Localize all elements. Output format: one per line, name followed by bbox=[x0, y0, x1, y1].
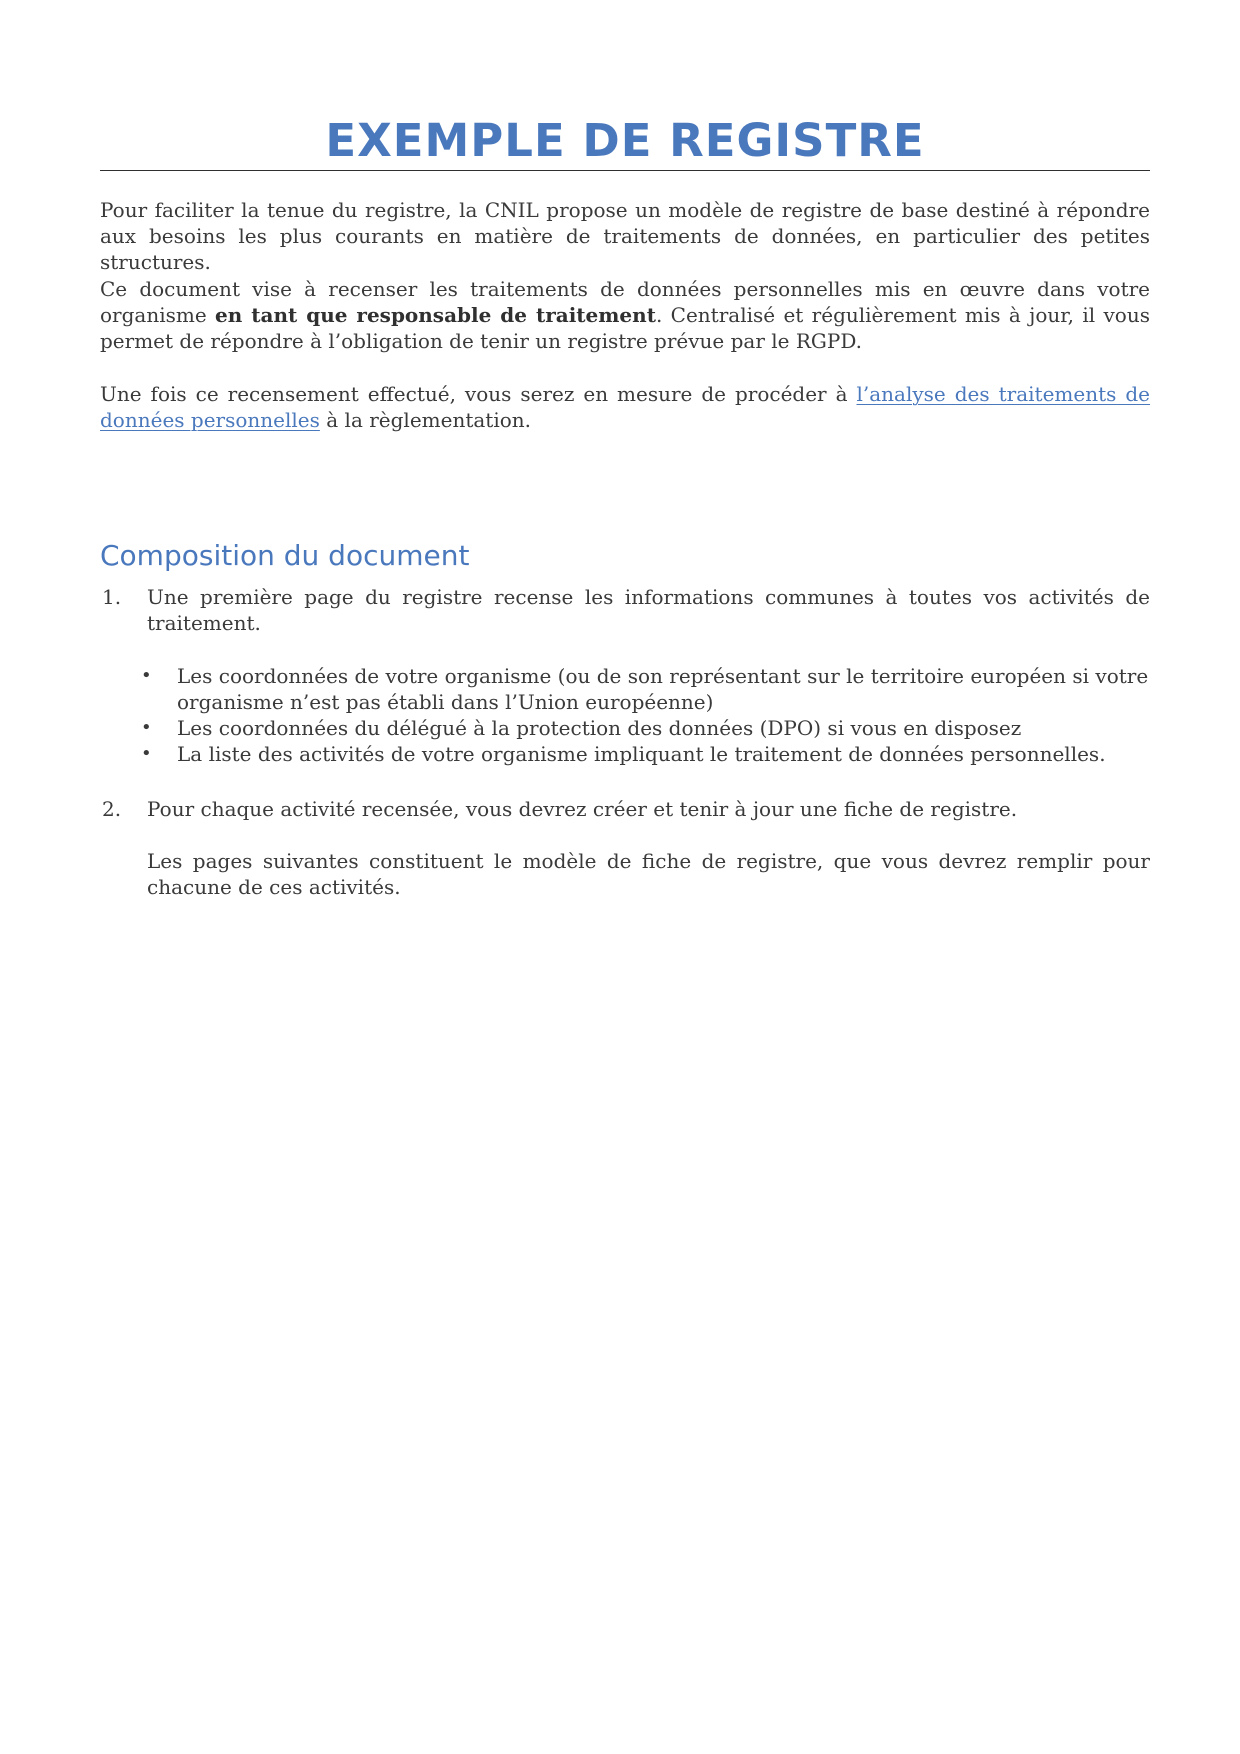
intro-paragraph-3-after: à la règlementation. bbox=[319, 408, 532, 432]
document-page bbox=[100, 0, 1150, 1754]
controller-emphasis: en tant que responsable de traitement bbox=[215, 303, 656, 327]
bullet-icon: • bbox=[141, 717, 152, 738]
item-number-2: 2. bbox=[102, 797, 122, 821]
bullet-item-organisation bbox=[141, 663, 1150, 715]
item-text-2: Pour chaque activité recensée, vous devrez créer et tenir à jour une fiche de registre. bbox=[147, 797, 1018, 821]
intro-paragraph-3 bbox=[100, 381, 1150, 433]
item-text-1: Une première page du registre recense les informations communes à toutes vos activités de traitement. bbox=[147, 585, 1150, 635]
intro-paragraph-2-before: Ce document vise à recenser les traitements de données personnelles mis en œuvre dans votre organisme bbox=[100, 277, 1150, 327]
follow-paragraph: Les pages suivantes constituent le modèle de fiche de registre, que vous devrez remplir pour chacune de ces activités. bbox=[147, 849, 1150, 899]
title-divider bbox=[100, 170, 1150, 171]
numbered-item-2 bbox=[100, 796, 1150, 822]
bullet-item-activities bbox=[141, 741, 1150, 767]
bullet-text-dpo: Les coordonnées du délégué à la protection des données (DPO) si vous en disposez bbox=[177, 716, 1022, 740]
numbered-item-1 bbox=[100, 584, 1150, 636]
bullet-list bbox=[141, 663, 1150, 767]
bullet-icon: • bbox=[141, 743, 152, 764]
bullet-text-organisation: Les coordonnées de votre organisme (ou de son représentant sur le territoire européen si votre organisme n’est pas établi dans l’Union européenne) bbox=[177, 664, 1149, 714]
bullet-icon: • bbox=[141, 665, 152, 686]
analysis-link[interactable]: l’analyse des traitements de données personnelles bbox=[100, 382, 1150, 432]
bullet-text-activities: La liste des activités de votre organisme impliquant le traitement de données personnelles. bbox=[177, 742, 1106, 766]
item-number-1: 1. bbox=[102, 585, 122, 609]
intro-paragraph-3-before: Une fois ce recensement effectué, vous serez en mesure de procéder à bbox=[100, 382, 857, 406]
intro-paragraph-1: Pour faciliter la tenue du registre, la CNIL propose un modèle de registre de base destiné à répondre aux besoins les plus courants en matière de traitements de données, en particulier des petites structures. bbox=[100, 198, 1150, 274]
intro-paragraph-2-after: . Centralisé et régulièrement mis à jour, il vous permet de répondre à l’obligation de tenir un registre prévue par le RGPD. bbox=[100, 303, 1150, 353]
bullet-item-dpo bbox=[141, 715, 1150, 741]
document-title: EXEMPLE DE REGISTRE bbox=[325, 114, 925, 167]
intro-paragraph-2 bbox=[100, 276, 1150, 354]
section-heading: Composition du document bbox=[100, 539, 470, 572]
